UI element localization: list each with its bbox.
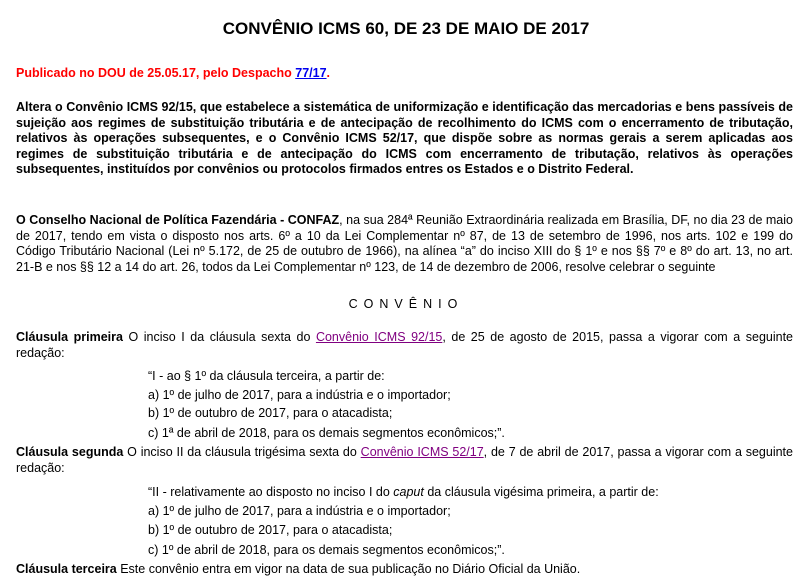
preambulo — [16, 213, 793, 275]
publication-note — [16, 66, 330, 82]
convenio-92-15-link[interactable]: Convênio ICMS 92/15 — [315, 330, 443, 344]
publication-prefix: Publicado no DOU de 25.05.17, pelo Despacho — [16, 66, 296, 80]
preambulo-text: , na sua 284ª Reunião Extraordinária realizada em Brasília, DF, no dia 23 de maio de 2017, tendo em vista o disposto nos arts. 6º a 10 da Lei Complementar nº 87, de 13 de setembro de 1996, nos arts. 102 e 199 do Código Tributário Nacional (Lei nº 5.172, de 25 de outubro de 1966), na alínea “a” do inciso XIII do § 1º e nos §§ 7º e 8º do art. 13, no art. 21-B e nos §§ 12 a 14 do art. 26, todos da Lei Complementar nº 123, de 14 de dezembro de 2006, resolve celebrar o seguinte — [16, 213, 793, 274]
document-title: CONVÊNIO ICMS 60, DE 23 DE MAIO DE 2017 — [222, 19, 590, 38]
convenio-52-17-link[interactable]: Convênio ICMS 52/17 — [360, 445, 484, 459]
quote-line: a) 1º de julho de 2017, para a indústria e o importador; — [148, 504, 451, 518]
quote-text: “II - relativamente ao disposto no inciso I do — [148, 485, 394, 499]
clause-label: Cláusula terceira — [16, 562, 117, 576]
clause-label: Cláusula primeira — [16, 330, 123, 344]
quote-line: a) 1º de julho de 2017, para a indústria e o importador; — [148, 388, 451, 402]
clause-label: Cláusula segunda — [16, 445, 124, 459]
ementa: Altera o Convênio ICMS 92/15, que estabelece a sistemática de uniformização e identificação das mercadorias e bens passíveis de sujeição aos regimes de substituição tributária e de antecipação de recolhimento do ICMS com o encerramento de tributação, relativos às operações subsequentes, e o Convênio ICMS 52/17, que dispõe sobre as normas gerais a serem aplicadas aos regimes de substituição tributária e de antecipação do ICMS com encerramento de tributação, relativos às operações subsequentes, instituídos por convênios ou protocolos firmados entres os Estados e o Distrito Federal. — [16, 100, 793, 176]
quote-line: “I - ao § 1º da cláusula terceira, a partir de: — [148, 369, 385, 383]
clause-terceira — [16, 562, 793, 578]
quote-line: c) 1ª de abril de 2018, para os demais segmentos econômicos;”. — [148, 426, 505, 440]
despacho-link[interactable]: 77/17 — [295, 66, 327, 80]
quote-text: da cláusula vigésima primeira, a partir de: — [423, 485, 659, 499]
quote-line: c) 1º de abril de 2018, para os demais segmentos econômicos;”. — [148, 543, 505, 557]
clause-primeira — [16, 330, 793, 361]
clause-text: Este convênio entra em vigor na data de sua publicação no Diário Oficial da União. — [116, 562, 581, 576]
quote-line: b) 1º de outubro de 2017, para o atacadista; — [148, 523, 393, 537]
quote-line: b) 1º de outubro de 2017, para o atacadista; — [148, 406, 393, 420]
clause-text: O inciso II da cláusula trigésima sexta do — [123, 445, 361, 459]
clause-text: O inciso I da cláusula sexta do — [122, 330, 316, 344]
clause-segunda — [16, 445, 793, 476]
quote-italic: caput — [393, 485, 424, 499]
confaz-name: O Conselho Nacional de Política Fazendária - CONFAZ — [16, 213, 340, 227]
convenio-heading: CONVÊNIO — [348, 297, 464, 311]
clause-text: , de 7 de abril de 2017, passa a vigorar com a seguinte redação: — [16, 445, 793, 475]
publication-suffix: . — [326, 66, 331, 80]
quote-line — [148, 485, 659, 501]
clause-text: , de 25 de agosto de 2015, passa a vigorar com a seguinte redação: — [16, 330, 794, 360]
